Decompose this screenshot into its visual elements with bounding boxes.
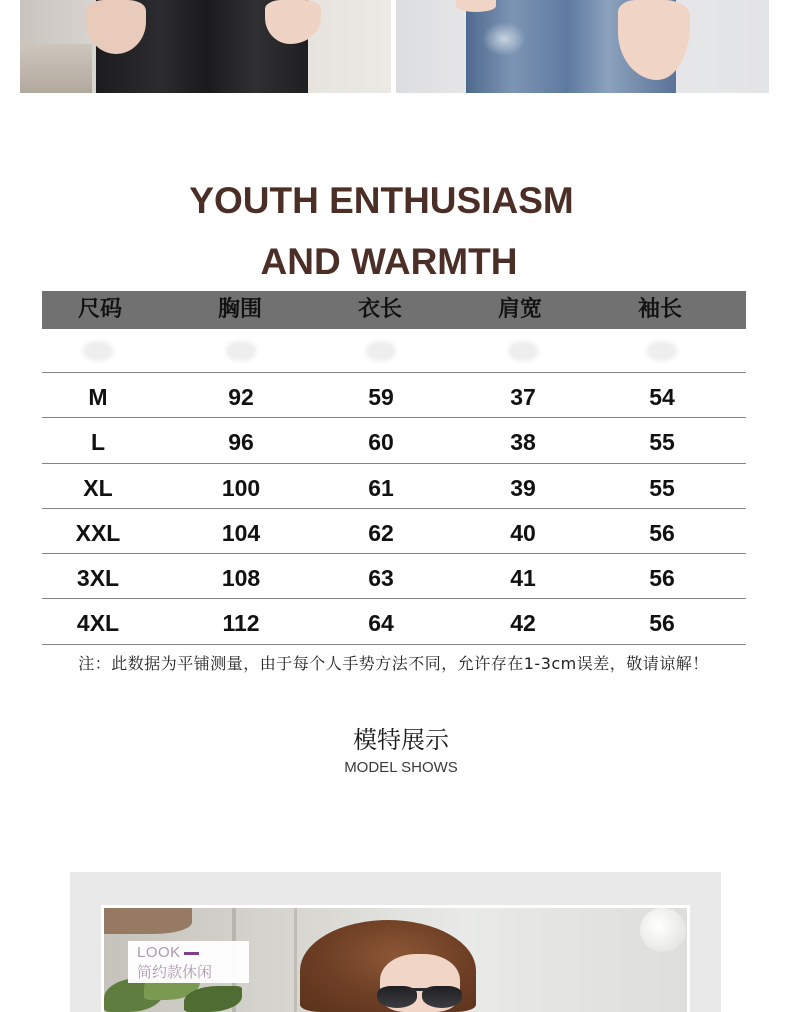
blank-row — [42, 329, 746, 372]
header-shoulder: 肩宽 — [497, 297, 542, 322]
cell-size: 3XL — [76, 565, 120, 591]
window-frame — [294, 908, 297, 1012]
look-label — [128, 941, 249, 983]
cell-chest: 108 — [221, 565, 261, 591]
flower-pot — [104, 908, 192, 934]
cell-sleeve: 56 — [649, 565, 675, 591]
cell-length: 62 — [368, 520, 394, 546]
table-row — [42, 372, 746, 418]
cell-size: XL — [83, 475, 113, 501]
table-row — [42, 417, 746, 463]
cell-sleeve: 54 — [649, 384, 675, 410]
cell-size: 4XL — [76, 610, 120, 636]
jeans-distress-mark — [482, 22, 526, 56]
header-chest: 胸围 — [217, 297, 262, 322]
cell-sleeve: 56 — [649, 610, 675, 636]
ghost-mark — [647, 341, 677, 361]
cell-size: XXL — [75, 520, 121, 546]
heading-line-2: AND WARMTH — [260, 241, 518, 282]
cell-chest: 104 — [221, 520, 261, 546]
heading-line-1: YOUTH ENTHUSIASM — [189, 180, 574, 221]
cell-shoulder: 39 — [510, 475, 536, 501]
cell-chest: 92 — [228, 384, 254, 410]
cell-shoulder: 42 — [510, 610, 536, 636]
sunglasses-bridge — [409, 988, 431, 991]
cell-sleeve: 55 — [649, 429, 675, 455]
look-label-dash — [184, 952, 199, 955]
look-label-subtitle: 简约款休闲 — [137, 963, 213, 981]
cell-chest: 112 — [222, 610, 260, 636]
cell-size: L — [90, 429, 106, 455]
model-section-title: 模特展示 — [353, 726, 449, 754]
measurement-note: 注：此数据为平铺测量，由于每个人手势方法不同，允许存在1-3cm误差，敬请谅解！ — [78, 654, 709, 673]
cell-length: 64 — [368, 610, 394, 636]
cell-length: 60 — [368, 429, 394, 455]
cell-shoulder: 38 — [510, 429, 536, 455]
cell-chest: 96 — [228, 429, 254, 455]
table-row — [42, 598, 746, 645]
ghost-mark — [508, 341, 538, 361]
ghost-mark — [366, 341, 396, 361]
header-size: 尺码 — [77, 297, 122, 322]
header-sleeve: 袖长 — [637, 297, 682, 322]
cell-length: 59 — [368, 384, 394, 410]
ghost-mark — [226, 341, 256, 361]
cell-sleeve: 56 — [649, 520, 675, 546]
cell-shoulder: 41 — [510, 565, 536, 591]
model-hand-right — [265, 0, 321, 44]
cell-sleeve: 55 — [649, 475, 675, 501]
model-photo-black-jeans — [20, 0, 391, 93]
table-row — [42, 553, 746, 599]
photo-floor — [20, 44, 92, 93]
cell-length: 61 — [368, 475, 394, 501]
table-header — [42, 291, 746, 329]
cell-shoulder: 40 — [510, 520, 536, 546]
model-photo-blue-jeans — [396, 0, 769, 93]
ghost-mark — [83, 341, 113, 361]
globe-lamp — [640, 908, 686, 952]
look-label-title: LOOK — [137, 944, 181, 961]
model-hand-left — [456, 0, 496, 12]
cell-chest: 100 — [221, 475, 261, 501]
cell-size: M — [88, 384, 108, 410]
size-chart-table — [42, 291, 746, 644]
table-row — [42, 508, 746, 554]
cell-shoulder: 37 — [510, 384, 536, 410]
table-row — [42, 463, 746, 509]
cell-length: 63 — [368, 565, 394, 591]
model-section-subtitle: MODEL SHOWS — [344, 759, 458, 776]
header-length: 衣长 — [357, 297, 402, 322]
